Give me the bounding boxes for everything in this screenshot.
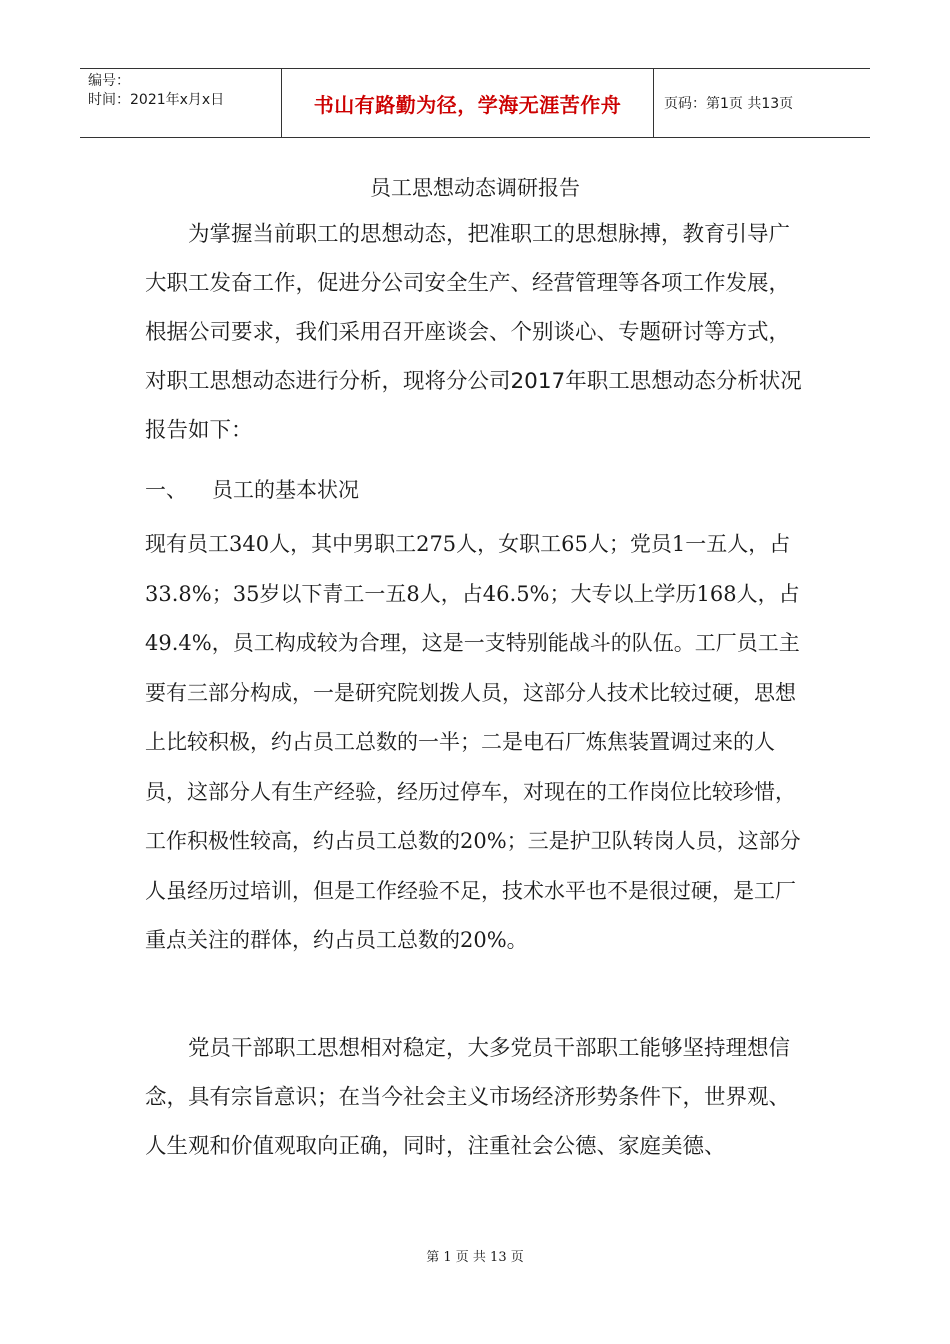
- section1-body-paragraph: 现有员工340人，其中男职工275人，女职工65人；党员1一五人，占33.8%；35岁以下青工一五8人，占46.5%；大专以上学历168人，占49.4%，员工构成较为合理，这是一支特别能战斗的队伍。工厂员工主要有三部分构成，一是研究院划拨人员，这部分人技术比较过硬，思想上比较积极，约占员工总数的一半；二是电石厂炼焦装置调过来的人员，这部分人有生产经验，经历过停车，对现在的工作岗位比较珍惜，工作积极性较高，约占员工总数的20%；三是护卫队转岗人员，这部分人虽经历过培训，但是工作经验不足，技术水平也不是很过硬，是工厂重点关注的群体，约占员工总数的20%。: [145, 532, 801, 952]
- document-number-label: 编号：: [88, 73, 130, 89]
- header-page-info: 页码：第1页 共13页: [664, 96, 794, 112]
- header-meta: [80, 69, 282, 137]
- document-title: 员工思想动态调研报告: [370, 176, 580, 200]
- section-number: 一、: [145, 478, 187, 502]
- header-motto: 书山有路勤为径，学海无涯苦作舟: [282, 69, 654, 137]
- document-time-label: 时间：2021年x月x日: [88, 92, 225, 108]
- page-footer: 第 1 页 共 13 页: [426, 1250, 524, 1265]
- party-members-paragraph: 党员干部职工思想相对稳定，大多党员干部职工能够坚持理想信念，具有宗旨意识；在当今社会主义市场经济形势条件下，世界观、人生观和价值观取向正确，同时，注重社会公德、家庭美德、: [145, 1036, 791, 1159]
- document-header: [80, 68, 870, 138]
- section-title: 员工的基本状况: [212, 478, 359, 502]
- intro-paragraph: 为掌握当前职工的思想动态，把准职工的思想脉搏，教育引导广大职工发奋工作，促进分公司安全生产、经营管理等各项工作发展，根据公司要求，我们采用召开座谈会、个别谈心、专题研讨等方式，对职工思想动态进行分析，现将分公司2017年职工思想动态分析状况报告如下：: [145, 222, 802, 443]
- section-heading-1: [145, 472, 359, 508]
